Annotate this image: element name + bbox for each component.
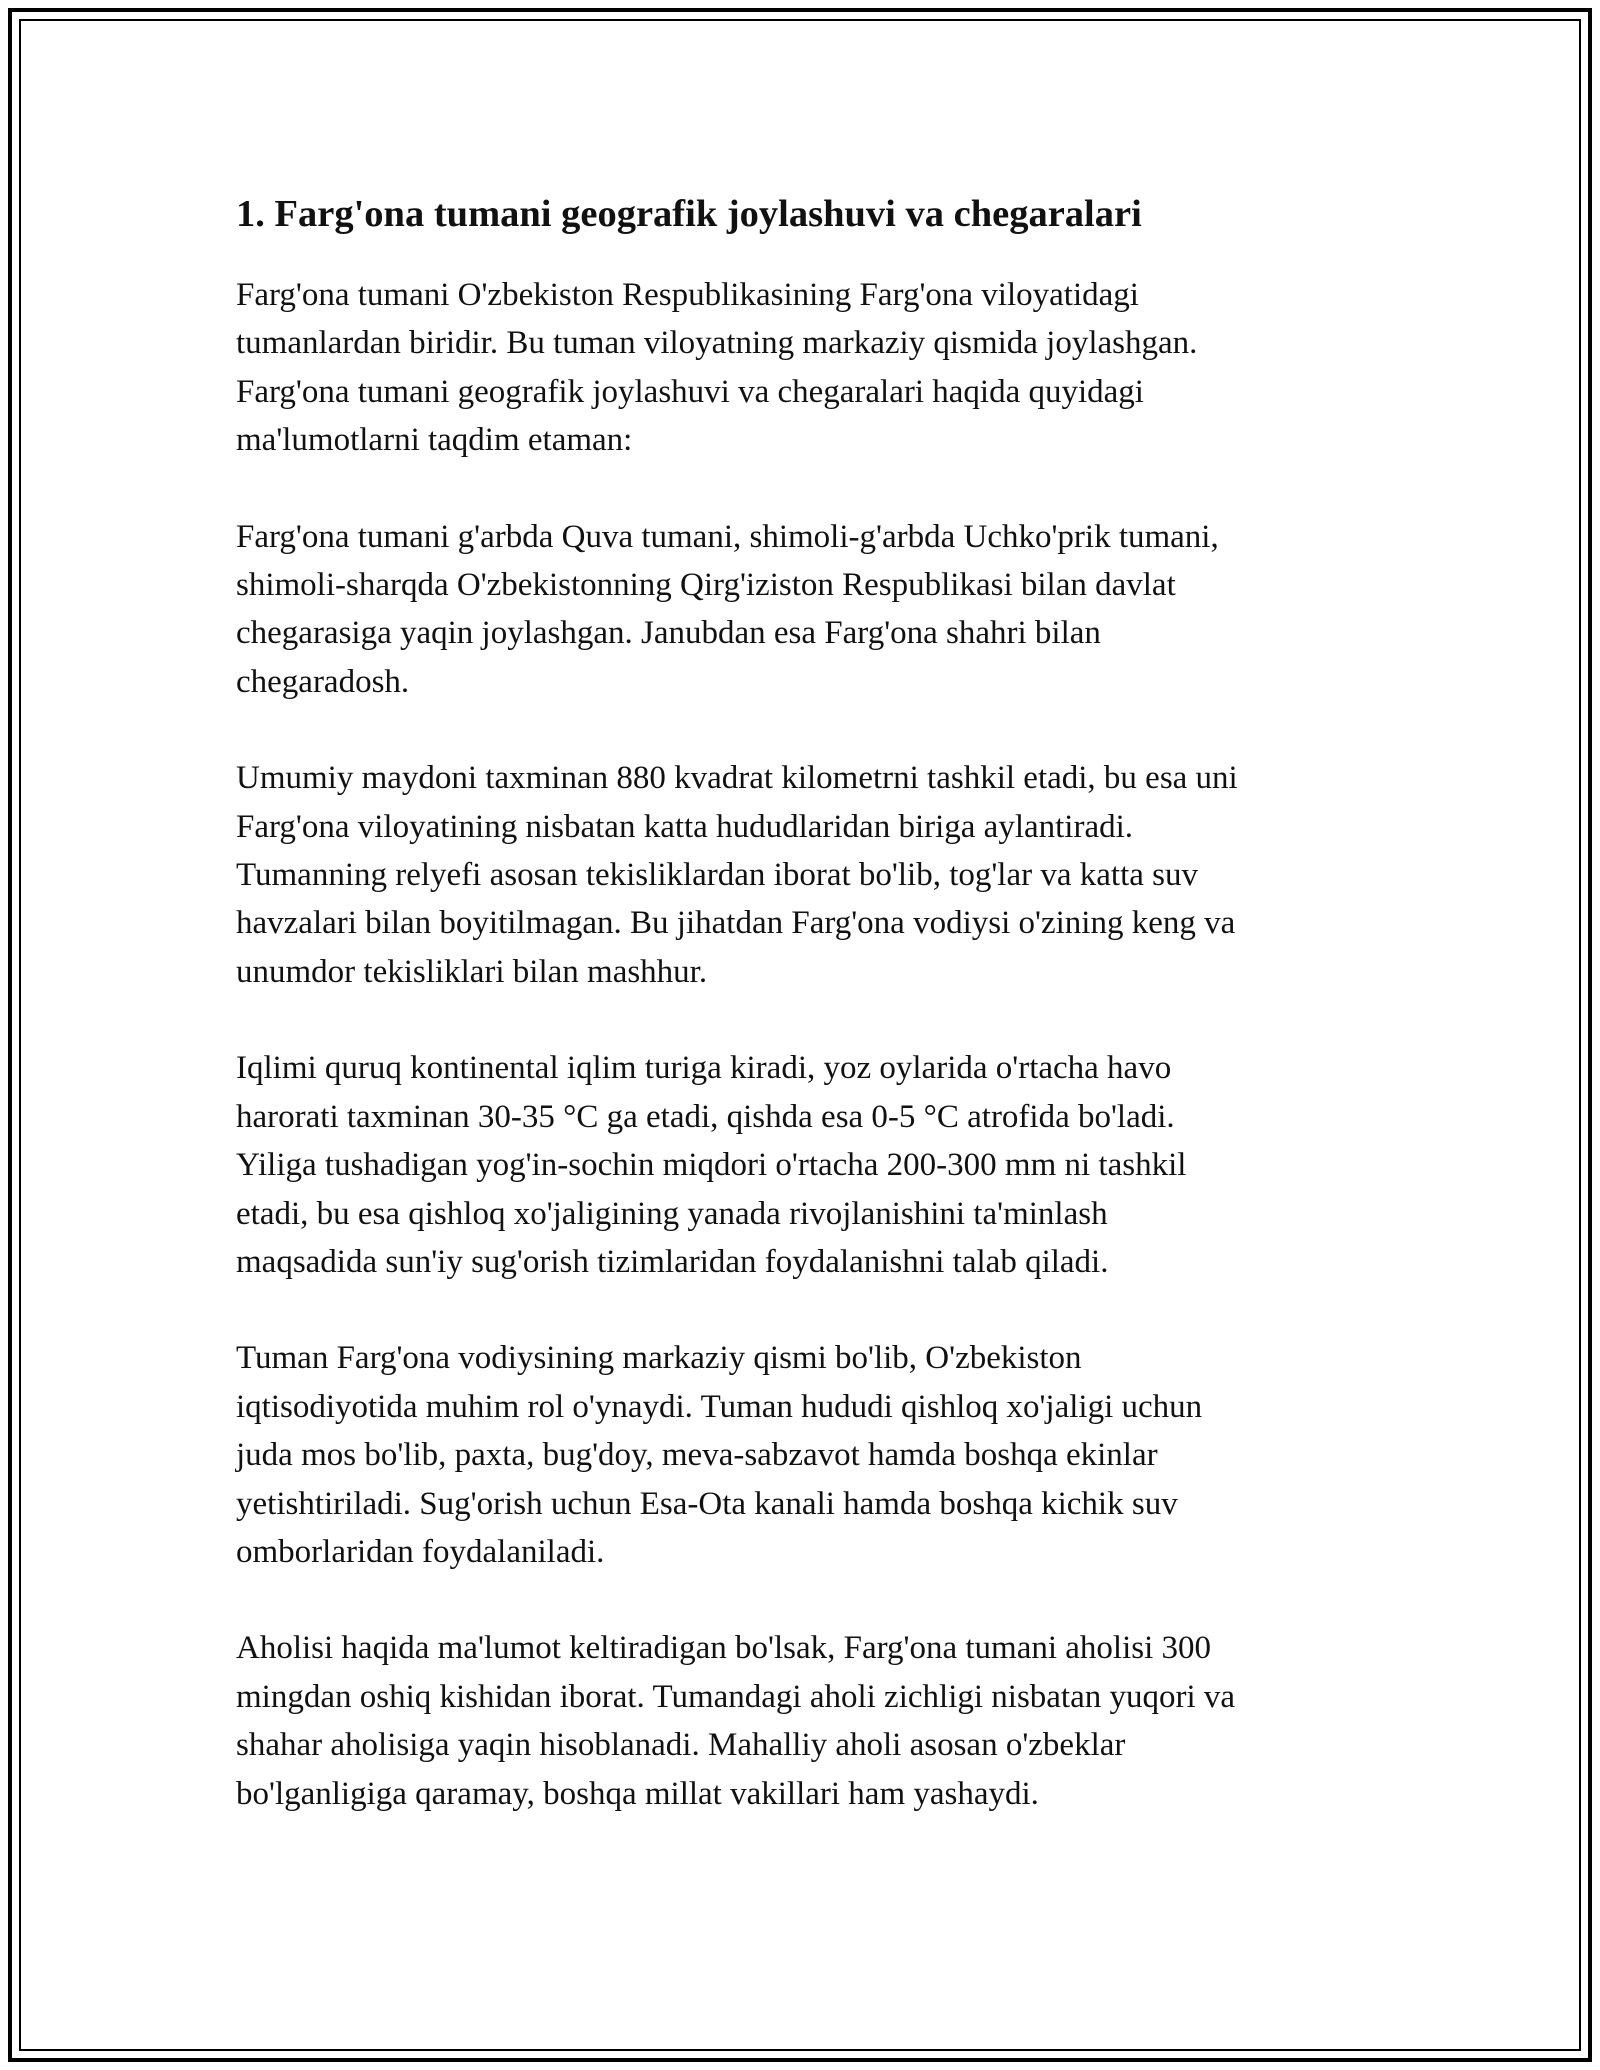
text-line: Farg'ona tumani O'zbekiston Respublikasining Farg'ona viloyatidagi <box>236 277 1139 313</box>
text-line: Farg'ona tumani geografik joylashuvi va chegaralari haqida quyidagi <box>236 373 1144 410</box>
text-line: chegarasiga yaqin joylashgan. Janubdan esa Farg'ona shahri bilan <box>236 615 1101 652</box>
text-line: Yiliga tushadigan yog'in-sochin miqdori o'rtacha 200-300 mm ni tashkil <box>236 1147 1187 1184</box>
text-line: chegaradosh. <box>236 663 410 700</box>
paragraph-population <box>236 1624 1366 1818</box>
text-line: shimoli-sharqda O'zbekistonning Qirg'iziston Respublikasi bilan davlat <box>236 567 1176 604</box>
text-line: Iqlimi quruq kontinental iqlim turiga kiradi, yoz oylarida o'rtacha havo <box>236 1050 1172 1087</box>
section-heading: 1. Farg'ona tumani geografik joylashuvi va chegaralari <box>236 193 1142 235</box>
text-line: Tuman Farg'ona vodiysining markaziy qismi bo'lib, O'zbekiston <box>236 1340 1082 1377</box>
text-line: shahar aholisiga yaqin hisoblanadi. Mahalliy aholi asosan o'zbeklar <box>236 1727 1126 1764</box>
paragraph-climate <box>236 1044 1366 1286</box>
text-line: juda mos bo'lib, paxta, bug'doy, meva-sabzavot hamda boshqa ekinlar <box>236 1437 1158 1474</box>
text-line: tumanlardan biridir. Bu tuman viloyatning markaziy qismida joylashgan. <box>236 325 1198 362</box>
paragraph-location <box>236 271 1366 465</box>
text-line: havzalari bilan boyitilmagan. Bu jihatdan Farg'ona vodiysi o'zining keng va <box>236 905 1236 942</box>
text-line: etadi, bu esa qishloq xo'jaligining yanada rivojlanishini ta'minlash <box>236 1195 1108 1232</box>
text-line: maqsadida sun'iy sug'orish tizimlaridan foydalanishni talab qiladi. <box>236 1243 1109 1280</box>
text-line: iqtisodiyotida muhim rol o'ynaydi. Tuman hududi qishloq xo'jaligi uchun <box>236 1388 1203 1425</box>
text-line: Tumanning relyefi asosan tekisliklardan iborat bo'lib, tog'lar va katta suv <box>236 857 1198 894</box>
text-line: Farg'ona tumani g'arbda Quva tumani, shimoli-g'arbda Uchko'prik tumani, <box>236 518 1219 555</box>
text-line: Umumiy maydoni taxminan 880 kvadrat kilometrni tashkil etadi, bu esa uni <box>236 760 1238 797</box>
text-line: yetishtiriladi. Sug'orish uchun Esa-Ota kanali hamda boshqa kichik suv <box>236 1485 1178 1522</box>
paragraph-area-relief <box>236 754 1366 996</box>
text-line: Aholisi haqida ma'lumot keltiradigan bo'lsak, Farg'ona tumani aholisi 300 <box>236 1630 1211 1667</box>
text-line: omborlaridan foydalaniladi. <box>236 1533 605 1570</box>
text-line: Farg'ona viloyatining nisbatan katta hududlaridan biriga aylantiradi. <box>236 808 1134 845</box>
text-line: bo'lganligiga qaramay, boshqa millat vakillari ham yashaydi. <box>236 1775 1039 1812</box>
text-line: mingdan oshiq kishidan iborat. Tumandagi aholi zichligi nisbatan yuqori va <box>236 1678 1236 1715</box>
text-line: harorati taxminan 30-35 °C ga etadi, qishda esa 0-5 °C atrofida bo'ladi. <box>236 1098 1175 1135</box>
paragraph-borders <box>236 513 1366 707</box>
paragraph-economy <box>236 1334 1366 1576</box>
text-line: ma'lumotlarni taqdim etaman: <box>236 422 633 459</box>
text-line: unumdor tekisliklari bilan mashhur. <box>236 953 708 990</box>
document-body <box>236 186 1366 1866</box>
